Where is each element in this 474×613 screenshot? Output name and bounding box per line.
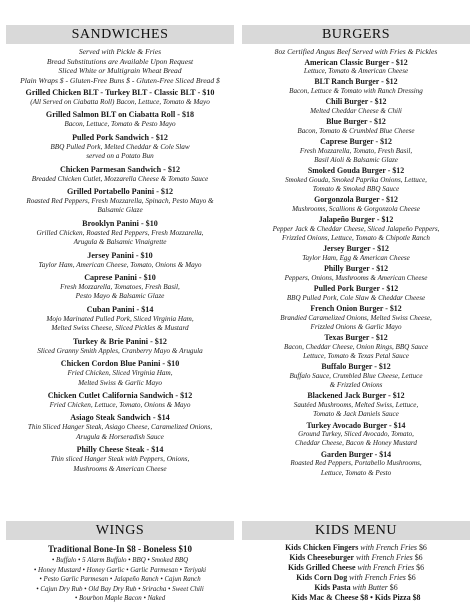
wings-header: WINGS: [6, 521, 234, 540]
menu-item: [242, 195, 470, 214]
menu-item-description: Fried Chicken, Lettuce, Tomato, Onions & Mayo: [49, 400, 191, 409]
menu-item: [242, 391, 470, 419]
menu-item-description: Fried Chicken, Sliced Virginia Ham,: [67, 369, 173, 378]
wing-flavor-line: • Bourbon Maple Bacon • Naked: [74, 595, 166, 603]
menu-item-description: Lettuce, Tomato & American Cheese: [303, 67, 409, 76]
sandwiches-preamble: [6, 47, 234, 85]
menu-item-description: & Frizzled Onions: [329, 381, 383, 390]
menu-item-title: Gorgonzola Burger - $12: [314, 195, 398, 205]
menu-item-description: Bacon, Cheddar Cheese, Onion Rings, BBQ Sauce: [283, 342, 428, 351]
burgers-header: BURGERS: [242, 25, 470, 44]
menu-item-title: Grilled Salmon BLT on Ciabatta Roll - $18: [45, 110, 195, 120]
preamble-line: Bread Substitutions are Available Upon Request: [46, 56, 194, 66]
sandwich-list: [6, 88, 234, 474]
kids-menu-item: [242, 593, 470, 603]
kids-item-side: with French Fries: [354, 553, 413, 563]
menu-item-title: French Onion Burger - $12: [310, 304, 402, 314]
menu-item-description: Frizzled Onions & Garlic Mayo: [310, 322, 402, 331]
menu-item: [242, 117, 470, 136]
wing-flavor-line: • Pesto Garlic Parmesan • Jalapeño Ranch • Cajun Ranch: [39, 576, 201, 584]
menu-item: [242, 304, 470, 332]
menu-item-title: American Classic Burger - $12: [304, 57, 408, 67]
menu-item-title: Philly Cheese Steak - $14: [76, 445, 164, 455]
menu-item-description: Taylor Ham, American Cheese, Tomato, Onions & Mayo: [38, 260, 202, 269]
menu-item-description: Bacon, Tomato & Crumbled Blue Cheese: [297, 126, 415, 135]
menu-item-description: Pepper Jack & Cheddar Cheese, Sliced Jalapeño Peppers,: [272, 224, 440, 233]
menu-item-description: Tomato & Smoked BBQ Sauce: [312, 185, 400, 194]
menu-item-title: Texas Burger - $12: [324, 333, 388, 343]
menu-item-description: Taylor Ham, Egg & American Cheese: [302, 254, 410, 263]
menu-item-description: (All Served on Ciabatta Roll) Bacon, Lettuce, Tomato & Mayo: [30, 98, 210, 106]
menu-item-title: Cuban Panini - $14: [86, 304, 154, 314]
preamble-line: Sliced White or Multigrain Wheat Bread: [58, 66, 182, 75]
kids-item-name: Kids Cheeseburger: [289, 553, 355, 563]
kids-item-side: with French Fries: [358, 543, 417, 552]
menu-item-title: Jersey Burger - $12: [323, 244, 389, 254]
menu-item-description: Cheddar Cheese, Bacon & Honey Mustard: [295, 439, 417, 448]
menu-item: [6, 359, 234, 388]
menu-item-description: Breaded Chicken Cutlet, Mozzarella Cheese & Tomato Sauce: [31, 174, 209, 183]
kids-menu-item: [242, 553, 470, 563]
menu-item-description: Brandied Caramelized Onions, Melted Swiss Cheese,: [280, 313, 432, 322]
menu-item: [242, 215, 470, 243]
menu-item-description: Mushrooms, Scallions & Gorgonzola Cheese: [292, 205, 420, 214]
menu-item: [6, 251, 234, 270]
menu-item-title: Blackened Jack Burger - $12: [307, 391, 405, 401]
menu-item-description: Tomato & Jack Daniels Sauce: [313, 410, 399, 419]
menu-item: [6, 165, 234, 184]
kids-item-name: Kids Mac & Cheese $8 • Kids Pizza $8: [291, 593, 421, 603]
menu-item-description: Arugula & Horseradish Sauce: [76, 432, 164, 441]
menu-item-description: Balsamic Glaze: [97, 206, 143, 215]
menu-item: [242, 421, 470, 449]
menu-item-description: Mushrooms & American Cheese: [73, 464, 167, 473]
menu-item-description: Melted Swiss & Garlic Mayo: [78, 378, 162, 387]
kids-menu-item: [242, 563, 470, 573]
menu-item-title: Chicken Cutlet California Sandwich - $12: [47, 390, 193, 400]
menu-item-description: Frizzled Onions, Lettuce, Tomato & Chipotle Ranch: [282, 234, 430, 243]
menu-item-description: BBQ Pulled Pork, Cole Slaw & Cheddar Cheese: [286, 293, 426, 302]
menu-item-title: Pulled Pork Sandwich - $12: [72, 132, 168, 142]
menu-item: [6, 219, 234, 248]
wings-headline: Traditional Bone-In $8 - Boneless $10: [47, 544, 193, 554]
menu-item-title: Caprese Panini - $10: [84, 273, 156, 283]
menu-item-title: Chili Burger - $12: [325, 97, 387, 107]
menu-item-description: Bacon, Lettuce, Tomato & Pesto Mayo: [64, 120, 176, 129]
wing-flavor-line: • Honey Mustard • Honey Garlic • Garlic Parmesan • Teriyaki: [33, 566, 207, 574]
kids-menu-section: [242, 521, 470, 604]
menu-item: [6, 413, 234, 442]
burgers-preamble: 8oz Certified Angus Beef Served with Fries & Pickles: [274, 47, 438, 56]
wing-flavor-line: • Buffalo • 5 Alarm Buffalo • BBQ • Smoked BBQ: [51, 557, 189, 564]
menu-item: [6, 445, 234, 474]
kids-item-side: with French Fries: [347, 573, 406, 583]
menu-item-description: Melted Swiss Cheese, Sliced Pickles & Mustard: [51, 324, 189, 333]
sandwiches-header: SANDWICHES: [6, 25, 234, 44]
menu-item-title: Brooklyn Panini - $10: [82, 218, 158, 228]
menu-item-description: Sliced Granny Smith Apples, Cranberry Mayo & Arugula: [37, 346, 203, 355]
menu-item-title: Turkey & Brie Panini - $12: [73, 336, 167, 346]
menu-item-description: BBQ Pulled Pork, Melted Cheddar & Cole Slaw: [50, 142, 190, 151]
preamble-line: Plain Wraps $ - Gluten-Free Buns $ - Gluten-Free Sliced Bread $: [20, 75, 220, 85]
menu-item-title: Smoked Gouda Burger - $12: [307, 166, 405, 176]
wings-section: [6, 521, 234, 604]
kids-item-side: with Butter: [350, 583, 388, 593]
menu-item: [242, 264, 470, 283]
menu-item-description: Lettuce, Tomato & Texas Petal Sauce: [303, 352, 409, 361]
menu-item: [6, 133, 234, 162]
menu-item: [6, 337, 234, 356]
menu-item: [242, 333, 470, 361]
menu-item-title: Chicken Parmesan Sandwich - $12: [59, 164, 181, 174]
menu-item-description: Fresh Mozzarella, Tomato, Fresh Basil,: [299, 146, 413, 155]
menu-item-title: Philly Burger - $12: [323, 264, 389, 274]
kids-menu-header: KIDS MENU: [242, 521, 470, 540]
menu-item-title: Garden Burger - $14: [320, 449, 392, 459]
menu-item-description: Melted Cheddar Cheese & Chili: [310, 107, 402, 116]
menu-item-title: Turkey Avocado Burger - $14: [306, 420, 406, 430]
kids-menu-item: [242, 573, 470, 583]
kids-menu-item: [242, 543, 470, 553]
menu-item-description: Roasted Red Peppers, Fresh Mozzarella, Spinach, Pesto Mayo &: [26, 197, 214, 206]
menu-item-title: Asiago Steak Sandwich - $14: [70, 413, 170, 423]
kids-menu-item: [242, 583, 470, 593]
menu-item: [242, 450, 470, 478]
menu-item: [6, 110, 234, 129]
kids-item-name: Kids Corn Dog: [296, 573, 348, 583]
menu-item-description: Sautéed Mushrooms, Melted Swiss, Lettuce,: [293, 401, 419, 410]
kids-item-price: $6: [405, 573, 416, 583]
kids-item-side: with French Fries: [355, 563, 415, 573]
menu-item: [242, 97, 470, 116]
menu-item-title: Pulled Pork Burger - $12: [313, 284, 399, 294]
menu-item-description: Fresh Mozzarella, Tomatoes, Fresh Basil,: [60, 283, 180, 292]
menu-item-description: Mojo Marinated Pulled Pork, Sliced Virginia Ham,: [46, 314, 194, 323]
menu-item: [6, 273, 234, 302]
kids-list: [242, 543, 470, 604]
menu-item-title: Buffalo Burger - $12: [321, 362, 391, 372]
kids-item-price: $6: [412, 553, 423, 563]
menu-item-description: Buffalo Sauce, Crumbled Blue Cheese, Lettuce: [289, 372, 423, 380]
wing-flavor-line: • Cajun Dry Rub • Old Bay Dry Rub • Sriracha • Sweet Chili: [36, 585, 204, 593]
kids-item-price: $6: [387, 583, 398, 593]
menu-item-title: Grilled Portabello Panini - $12: [66, 187, 174, 197]
kids-item-name: Kids Chicken Fingers: [285, 543, 359, 552]
menu-item-description: Basil Aioli & Balsamic Glaze: [314, 156, 398, 165]
menu-item: [242, 137, 470, 165]
sandwiches-section: [6, 25, 234, 474]
menu-item-title: Jalapeño Burger - $12: [318, 215, 394, 225]
kids-item-name: Kids Grilled Cheese: [287, 563, 356, 573]
menu-item-title: Blue Burger - $12: [326, 117, 386, 127]
menu-item-description: Thin sliced Hanger Steak with Peppers, Onions,: [50, 455, 190, 464]
menu-item-title: BLT Ranch Burger - $12: [314, 77, 398, 87]
menu-item-description: Grilled Chicken, Roasted Red Peppers, Fresh Mozzarella,: [36, 228, 204, 237]
menu-item-title: Caprese Burger - $12: [320, 137, 392, 147]
menu-item-description: Lettuce, Tomato & Pesto: [320, 468, 392, 477]
menu-item: [242, 58, 470, 77]
burger-list: [242, 58, 470, 478]
menu-item: [6, 187, 234, 216]
menu-item-description: Thin Sliced Hanger Steak, Asiago Cheese, Caramelized Onions,: [27, 423, 213, 432]
menu-item-description: Arugula & Balsamic Vinaigrette: [73, 238, 167, 247]
menu-item-description: served on a Potato Bun: [86, 152, 154, 161]
kids-item-price: $6: [417, 543, 427, 552]
menu-item: [242, 244, 470, 263]
menu-item-description: Roasted Red Peppers, Portabello Mushrooms,: [290, 459, 422, 468]
menu-item-description: Ground Turkey, Sliced Avocado, Tomato,: [298, 430, 414, 439]
kids-item-name: Kids Pasta: [314, 583, 351, 593]
menu-item: [6, 391, 234, 410]
menu-item: [242, 362, 470, 390]
burgers-section: [242, 25, 470, 478]
menu-item: [6, 305, 234, 334]
menu-item-title: Chicken Cordon Blue Panini - $10: [60, 359, 180, 369]
menu-item: [242, 77, 470, 96]
menu-item: [6, 88, 234, 107]
kids-item-price: $6: [414, 563, 425, 573]
menu-item-description: Smoked Gouda, Smoked Paprika Onions, Lettuce,: [285, 175, 427, 184]
menu-item-description: Pesto Mayo & Balsamic Glaze: [75, 292, 165, 301]
menu-item-description: Bacon, Lettuce & Tomato with Ranch Dressing: [289, 87, 423, 96]
menu-item-title: Grilled Chicken BLT - Turkey BLT - Classic BLT - $10: [25, 88, 215, 97]
menu-item-title: Jersey Panini - $10: [87, 250, 153, 260]
menu-item: [242, 284, 470, 303]
menu-item: [242, 166, 470, 194]
menu-item-description: Peppers, Onions, Mushrooms & American Cheese: [284, 273, 428, 282]
preamble-line: Served with Pickle & Fries: [78, 47, 162, 56]
